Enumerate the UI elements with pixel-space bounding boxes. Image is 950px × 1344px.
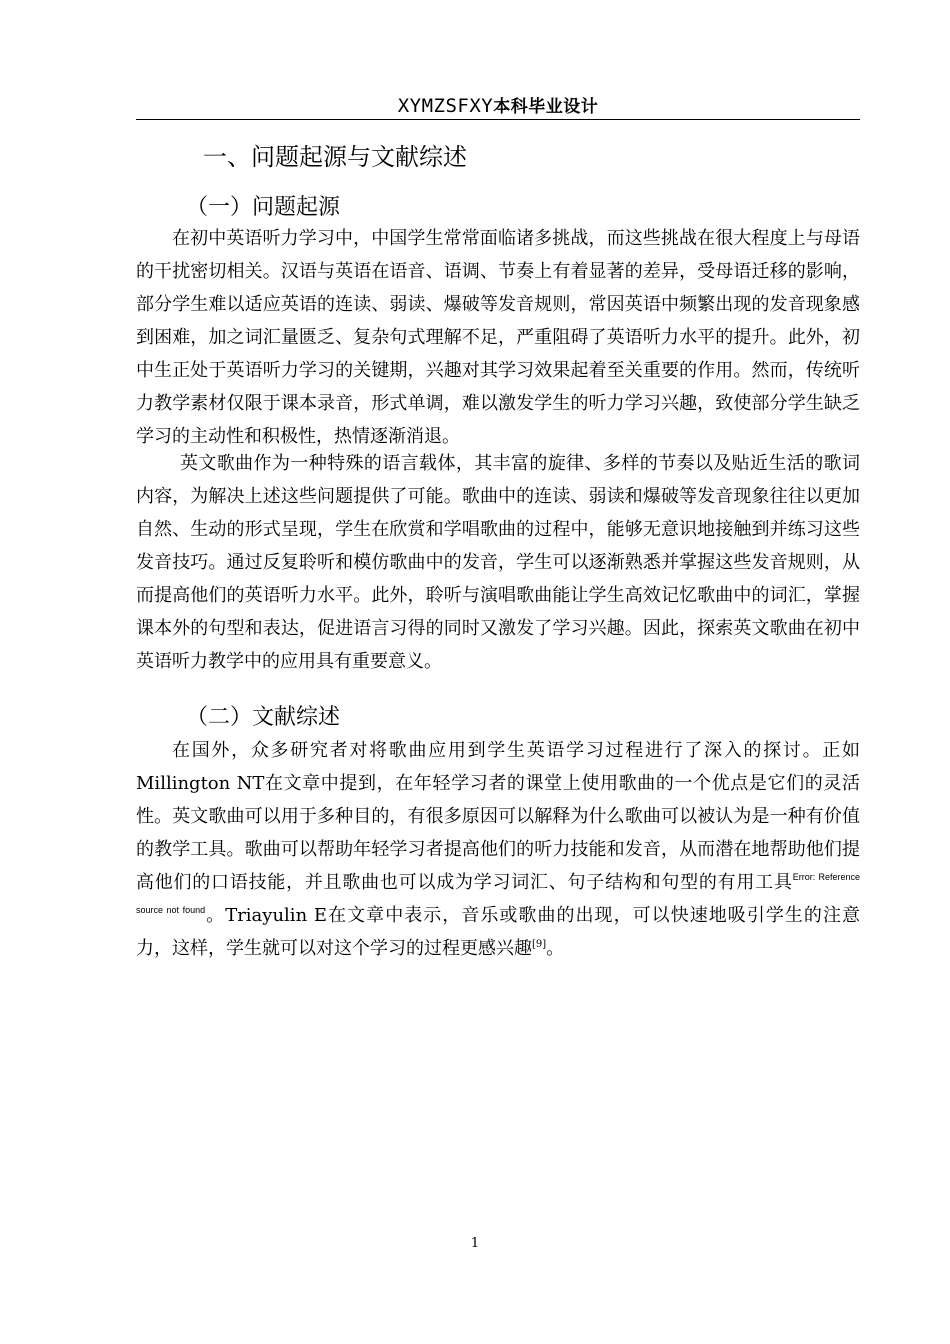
review-text-c: 。	[546, 938, 565, 959]
subsection-heading-origin: （一）问题起源	[186, 195, 341, 220]
review-text-b: 。Triayulin E在文章中表示，音乐或歌曲的出现，可以快速地吸引学生的注意力，这样，学生就可以对这个学习的过程更感兴趣	[136, 905, 860, 959]
paragraph-review	[136, 734, 860, 965]
subsection-heading-review: （二）文献综述	[186, 705, 341, 730]
review-text-a: 在国外，众多研究者对将歌曲应用到学生英语学习过程进行了深入的探讨。正如Millington NT在文章中提到，在年轻学习者的课堂上使用歌曲的一个优点是它们的灵活性。英文歌曲可以用于多种目的，有很多原因可以解释为什么歌曲可以被认为是一种有价值的教学工具。歌曲可以帮助年轻学习者提高他们的听力技能和发音，从而潜在地帮助他们提高他们的口语技能，并且歌曲也可以成为学习词汇、句子结构和句型的有用工具	[136, 740, 860, 893]
header-title: 本科毕业设计	[493, 97, 599, 117]
page-header	[136, 92, 860, 120]
header-code: XYMZSFXY	[397, 95, 494, 117]
header-rule	[136, 119, 860, 120]
paragraph-origin-1: 在初中英语听力学习中，中国学生常常面临诸多挑战，而这些挑战在很大程度上与母语的干扰密切相关。汉语与英语在语音、语调、节奏上有着显著的差异，受母语迁移的影响，部分学生难以适应英语的连读、弱读、爆破等发音规则，常因英语中频繁出现的发音现象感到困难，加之词汇量匮乏、复杂句式理解不足，严重阻碍了英语听力水平的提升。此外，初中生正处于英语听力学习的关键期，兴趣对其学习效果起着至关重要的作用。然而，传统听力教学素材仅限于课本录音，形式单调，难以激发学生的听力学习兴趣，致使部分学生缺乏学习的主动性和积极性，热情逐渐消退。	[136, 228, 860, 447]
reference-error: Error: Reference source not found	[136, 872, 860, 915]
page-number: 1	[470, 1236, 480, 1251]
paragraph-origin-2: 英文歌曲作为一种特殊的语言载体，其丰富的旋律、多样的节奏以及贴近生活的歌词内容，为解决上述这些问题提供了可能。歌曲中的连读、弱读和爆破等发音现象往往以更加自然、生动的形式呈现，学生在欣赏和学唱歌曲的过程中，能够无意识地接触到并练习这些发音技巧。通过反复聆听和模仿歌曲中的发音，学生可以逐渐熟悉并掌握这些发音规则，从而提高他们的英语听力水平。此外，聆听与演唱歌曲能让学生高效记忆歌曲中的词汇，掌握课本外的句型和表达，促进语言习得的同时又激发了学习兴趣。因此，探索英文歌曲在初中英语听力教学中的应用具有重要意义。	[136, 453, 860, 672]
section-heading: 一、问题起源与文献综述	[203, 143, 467, 171]
citation-marker: [9]	[532, 939, 547, 950]
